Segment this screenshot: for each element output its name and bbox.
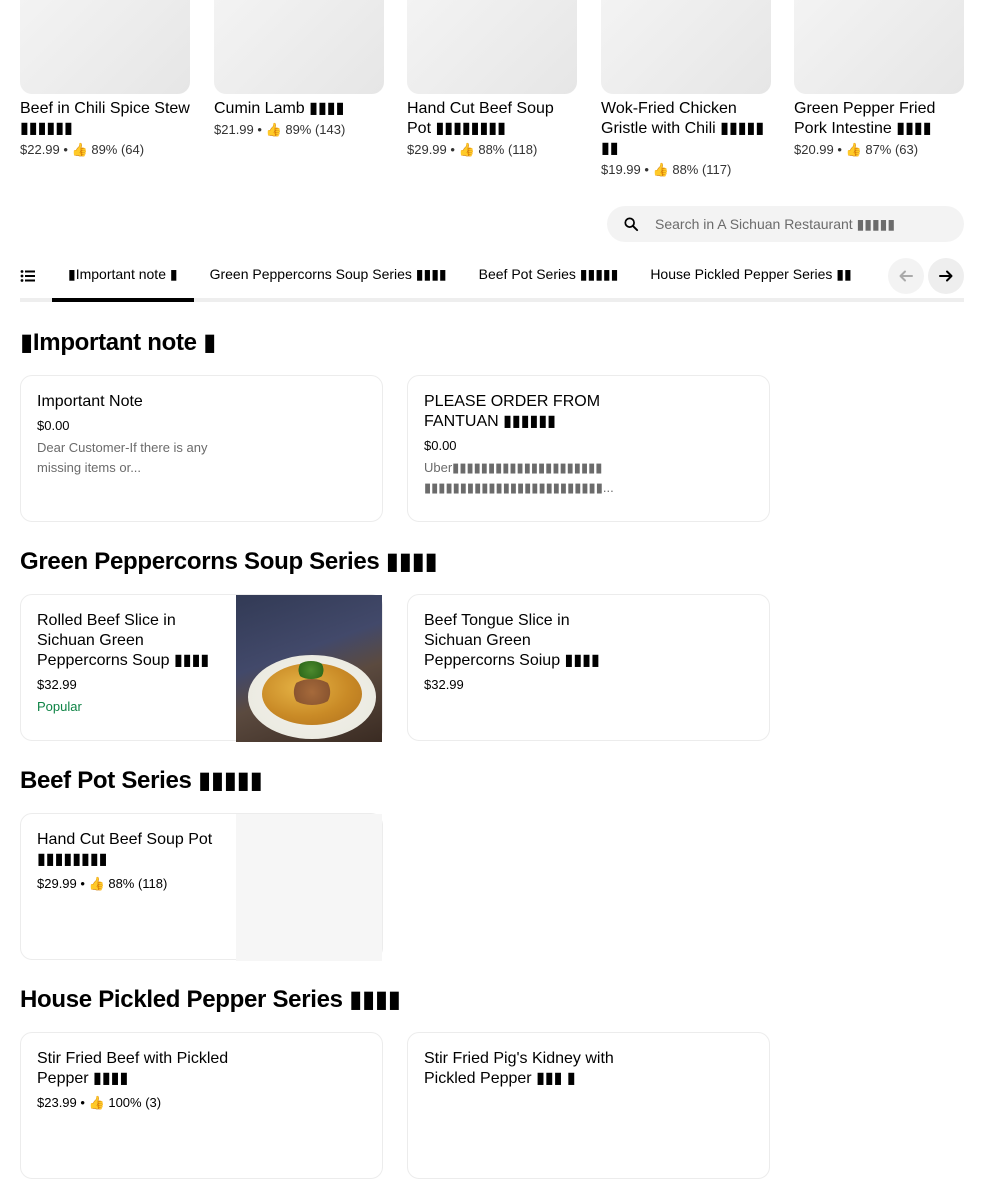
tab-beef-pot[interactable]: Beef Pot Series ▮▮▮▮▮ <box>478 266 619 282</box>
featured-item-name: Wok-Fried Chicken Gristle with Chili ▮▮▮▮▮ ▮▮ <box>601 100 765 157</box>
menu-item-card[interactable] <box>20 1032 383 1179</box>
item-photo-placeholder <box>236 814 382 961</box>
section-title-green-peppercorns: Green Peppercorns Soup Series ▮▮▮▮ <box>20 548 438 575</box>
item-price: $23.99 • 👍 100% (3) <box>37 1095 162 1110</box>
category-tabs <box>52 254 872 302</box>
item-price: $0.00 <box>424 438 457 453</box>
menu-item-card[interactable] <box>20 813 383 960</box>
arrow-right-icon <box>938 268 954 284</box>
featured-item[interactable] <box>601 0 771 180</box>
scroll-left-button[interactable] <box>888 258 924 294</box>
featured-item[interactable] <box>407 0 577 160</box>
item-title: Hand Cut Beef Soup Pot ▮▮▮▮▮▮▮▮ <box>37 831 213 868</box>
list-menu-icon[interactable] <box>20 268 36 284</box>
item-price: $32.99 <box>37 677 77 692</box>
item-title: Rolled Beef Slice in Sichuan Green Peppercorns Soup ▮▮▮▮ <box>37 612 210 669</box>
menu-item-card[interactable] <box>20 594 383 741</box>
menu-item-card[interactable] <box>20 375 383 522</box>
featured-item[interactable] <box>214 0 384 140</box>
item-title: Beef Tongue Slice in Sichuan Green Peppercorns Soiup ▮▮▮▮ <box>424 612 600 669</box>
featured-item[interactable] <box>794 0 964 160</box>
featured-item-name: Green Pepper Fried Pork Intestine ▮▮▮▮ <box>794 100 936 137</box>
featured-item-name: Hand Cut Beef Soup Pot ▮▮▮▮▮▮▮▮ <box>407 100 554 137</box>
item-title: Important Note <box>37 393 143 410</box>
store-search[interactable] <box>607 206 964 242</box>
category-nav <box>20 254 964 302</box>
tab-pickled-pepper[interactable]: House Pickled Pepper Series ▮▮ <box>650 266 852 282</box>
featured-thumbnail[interactable] <box>214 0 384 94</box>
featured-item-name: Beef in Chili Spice Stew ▮▮▮▮▮▮ <box>20 100 190 137</box>
featured-item-meta: $22.99 • 👍 89% (64) <box>20 142 145 157</box>
featured-item-meta: $19.99 • 👍 88% (117) <box>601 162 732 177</box>
section-title-important: ▮Important note ▮ <box>20 329 216 356</box>
featured-thumbnail[interactable] <box>794 0 964 94</box>
item-price: $0.00 <box>37 418 70 433</box>
search-icon <box>607 217 655 231</box>
item-description: Dear Customer-If there is any missing items or... <box>37 440 208 475</box>
item-description: Uber▮▮▮▮▮▮▮▮▮▮▮▮▮▮▮▮▮▮▮▮▮ ▮▮▮▮▮▮▮▮▮▮▮▮▮▮▮▮▮▮▮▮▮▮▮▮▮... <box>424 460 614 495</box>
featured-item-name: Cumin Lamb ▮▮▮▮ <box>214 100 345 117</box>
featured-thumbnail[interactable] <box>20 0 190 94</box>
popular-badge: Popular <box>37 699 82 714</box>
item-photo <box>236 595 382 742</box>
item-price: $29.99 • 👍 88% (118) <box>37 876 168 891</box>
tab-important-note[interactable]: ▮Important note ▮ <box>52 254 194 302</box>
menu-item-card[interactable] <box>407 375 770 522</box>
item-price: $32.99 <box>424 677 464 692</box>
search-input[interactable] <box>655 216 945 232</box>
menu-item-card[interactable] <box>407 594 770 741</box>
featured-item-meta: $21.99 • 👍 89% (143) <box>214 122 346 137</box>
featured-item-meta: $20.99 • 👍 87% (63) <box>794 142 919 157</box>
item-title: Stir Fried Beef with Pickled Pepper ▮▮▮▮ <box>37 1050 229 1087</box>
item-title: Stir Fried Pig's Kidney with Pickled Pepper ▮▮▮ ▮ <box>424 1050 614 1087</box>
featured-thumbnail[interactable] <box>601 0 771 94</box>
arrow-left-icon <box>898 268 914 284</box>
menu-item-card[interactable] <box>407 1032 770 1179</box>
item-title: PLEASE ORDER FROM FANTUAN ▮▮▮▮▮▮ <box>424 393 601 430</box>
scroll-right-button[interactable] <box>928 258 964 294</box>
featured-item[interactable] <box>20 0 190 160</box>
featured-thumbnail[interactable] <box>407 0 577 94</box>
section-title-beef-pot: Beef Pot Series ▮▮▮▮▮ <box>20 767 263 794</box>
featured-item-meta: $29.99 • 👍 88% (118) <box>407 142 538 157</box>
section-title-pickled-pepper: House Pickled Pepper Series ▮▮▮▮ <box>20 986 401 1013</box>
featured-carousel <box>0 0 984 190</box>
tab-green-peppercorns[interactable]: Green Peppercorns Soup Series ▮▮▮▮ <box>209 266 447 282</box>
